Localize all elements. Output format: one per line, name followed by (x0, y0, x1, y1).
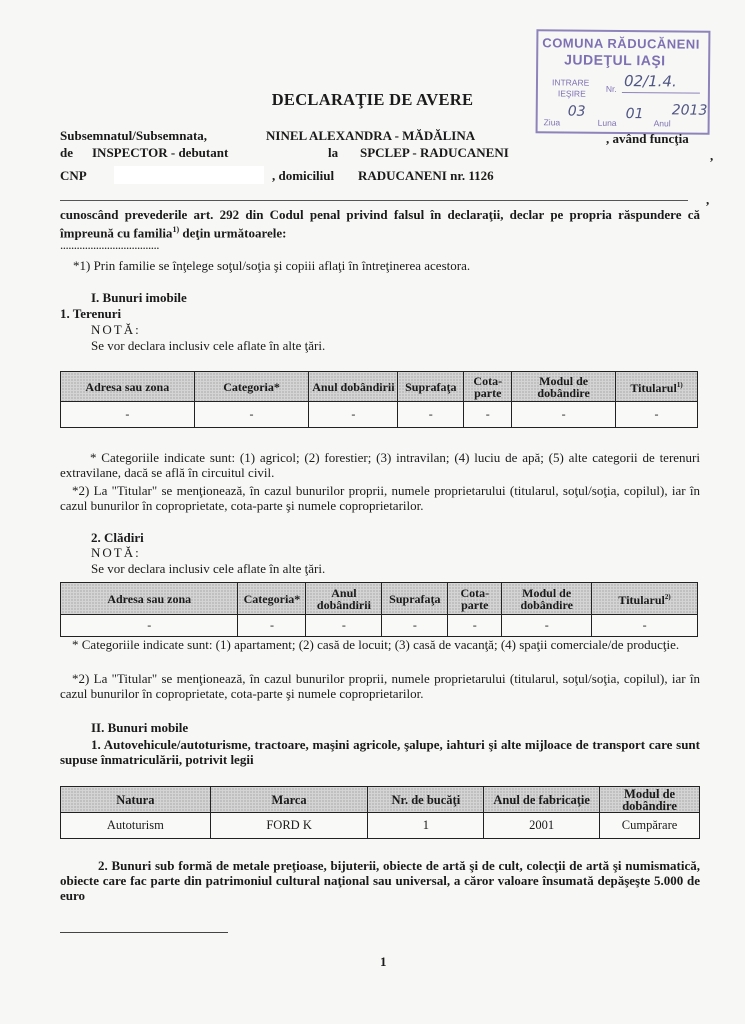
stamp-luna-value: 01 (625, 106, 644, 123)
terenuri-footnote-categorii: * Categoriile indicate sunt: (1) agricol; (2) forestier; (3) intravilan; (4) luciu de apă; (5) alte categorii de terenuri extravilane, dacă se află în circuitul civil. (60, 450, 700, 480)
intro-sup: 1) (172, 225, 180, 234)
col-marca: Marca (210, 787, 368, 813)
table-cell: - (616, 402, 698, 428)
autovehicule-title: 1. Autovehicule/autoturisme, tractoare, maşini agricole, şalupe, iahturi şi alte mijloace de transport care sunt supuse înmatriculării, potrivit legii (60, 737, 700, 767)
subsemnatul-label: Subsemnatul/Subsemnata, (60, 128, 208, 143)
domiciliul-value: RADUCANENI nr. 1126 (358, 168, 494, 183)
table-cell: FORD K (210, 813, 368, 839)
de-label: de (60, 145, 73, 160)
functia-label: , având funcţia (606, 131, 689, 146)
col-titular (616, 372, 698, 402)
intro-text-end: deţin următoarele: (179, 225, 287, 241)
table-cell: - (61, 615, 238, 637)
col-titular-label: Titularul (630, 381, 677, 395)
declarant-name: NINEL ALEXANDRA - MĂDĂLINA (266, 128, 476, 143)
footnote-separator (60, 932, 228, 933)
stamp-anul-label: Anul (653, 118, 671, 129)
stamp-nr-label: Nr. (605, 83, 617, 94)
col-modul: Modul de dobândire (502, 583, 592, 615)
cladiri-footnote-categorii: * Categoriile indicate sunt: (1) apartament; (2) casă de locuit; (3) casă de vacanţă; (4) spaţii comerciale/de producţie. (72, 637, 680, 652)
col-categoria: Categoria* (238, 583, 306, 615)
col-titular-sup: 1) (676, 381, 683, 389)
col-titular-sup: 2) (664, 593, 671, 601)
terenuri-title: 1. Terenuri (60, 306, 122, 321)
table-cell: - (309, 402, 398, 428)
cladiri-footnote-titular: *2) La "Titular" se menţionează, în cazul bunurilor proprii, numele proprietarului (titularul, soţul/soţia, copilul), iar în cazul bunurilor în coproprietate, cota-parte şi numele coproprietarilor. (60, 671, 700, 701)
stamp-nr-value: 02/1.4. (623, 72, 677, 91)
cnp-redaction (114, 166, 264, 184)
stamp-iesire-label: IEŞIRE (557, 88, 586, 99)
domiciliul-label: , domiciliul (272, 168, 335, 183)
table-cell: - (306, 615, 382, 637)
col-modul: Modul de dobândire (512, 372, 616, 402)
header-comma-2: , (706, 192, 710, 207)
col-natura: Natura (61, 787, 211, 813)
terenuri-nota: NOTĂ: (91, 322, 141, 337)
table-cell: 1 (368, 813, 484, 839)
table-header-row (61, 372, 698, 402)
stamp-ziua-label: Ziua (543, 117, 561, 128)
col-adresa: Adresa sau zona (61, 583, 238, 615)
stamp-luna-label: Luna (597, 117, 617, 128)
col-anul-fabricatie: Anul de fabricaţie (484, 787, 600, 813)
intro-paragraph (60, 207, 700, 240)
col-modul-dobandire: Modul de dobândire (600, 787, 700, 813)
stamp-ziua-value: 03 (567, 103, 586, 120)
intro-dots: .................................... (60, 237, 159, 252)
bunuri-pretioase-title: 2. Bunuri sub formă de metale preţioase, bijuterii, obiecte de artă şi de cult, colecţii de artă şi numismatică, obiecte care fac parte din patrimoniul cultural naţional sau universal, a căror valoare însumată depăşeşte 5.000 de euro (60, 858, 700, 903)
autovehicule-table (60, 786, 700, 839)
page-number: 1 (380, 954, 387, 969)
col-cota: Cota-parte (464, 372, 512, 402)
table-row (61, 813, 700, 839)
stamp-line1: COMUNA RĂDUCĂNENI (542, 35, 700, 52)
table-row (61, 402, 698, 428)
table-cell: - (398, 402, 464, 428)
registration-stamp (536, 29, 711, 135)
cladiri-nota: NOTĂ: (91, 545, 141, 560)
table-cell: Cumpărare (600, 813, 700, 839)
functia-value: INSPECTOR - debutant (92, 145, 229, 160)
col-suprafata: Suprafaţa (398, 372, 464, 402)
terenuri-footnote-titular: *2) La "Titular" se menţionează, în cazul bunurilor proprii, numele proprietarului (titularul, soţul/soţia, copilul), iar în cazul bunurilor în coproprietate, cota-parte şi numele coproprietarilor. (60, 483, 700, 513)
col-titular (592, 583, 698, 615)
header-comma: , (710, 148, 714, 163)
family-footnote: *1) Prin familie se înţelege soţul/soţia şi copiii aflaţi în întreţinerea acestora. (73, 258, 471, 273)
section1-title: I. Bunuri imobile (91, 290, 187, 305)
table-cell: - (448, 615, 502, 637)
col-nr-bucati: Nr. de bucăţi (368, 787, 484, 813)
table-row (61, 615, 698, 637)
intro-text: cunoscând prevederile art. 292 din Codul penal privind falsul în declaraţii, declar pe propria răspundere că împreună cu familia (60, 207, 700, 241)
cnp-label: CNP (60, 168, 87, 183)
document-title: DECLARAŢIE DE AVERE (271, 90, 474, 109)
table-cell: - (464, 402, 512, 428)
table-cell: 2001 (484, 813, 600, 839)
table-header-row (61, 583, 698, 615)
table-cell: Autoturism (61, 813, 211, 839)
table-cell: - (194, 402, 309, 428)
table-cell: - (382, 615, 448, 637)
table-cell: - (502, 615, 592, 637)
col-cota: Cota-parte (448, 583, 502, 615)
stamp-anul-value: 2013 (671, 102, 708, 119)
header-separator (60, 200, 688, 201)
cladiri-nota-text: Se vor declara inclusiv cele aflate în alte ţări. (91, 561, 326, 576)
la-label: la (328, 145, 339, 160)
cladiri-table (60, 582, 698, 637)
section2-title: II. Bunuri mobile (91, 720, 189, 735)
table-cell: - (512, 402, 616, 428)
table-cell: - (592, 615, 698, 637)
table-header-row (61, 787, 700, 813)
terenuri-nota-text: Se vor declara inclusiv cele aflate în alte ţări. (91, 338, 326, 353)
col-adresa: Adresa sau zona (61, 372, 195, 402)
col-suprafata: Suprafaţa (382, 583, 448, 615)
col-titular-label: Titularul (618, 593, 665, 607)
table-cell: - (238, 615, 306, 637)
cladiri-title: 2. Clădiri (91, 530, 144, 545)
col-anul: Anul dobândirii (309, 372, 398, 402)
stamp-line2: JUDEŢUL IAŞI (564, 51, 666, 69)
institutia-value: SPCLEP - RADUCANENI (360, 145, 509, 160)
stamp-intrare-label: INTRARE (551, 77, 590, 88)
table-cell: - (61, 402, 195, 428)
terenuri-table (60, 371, 698, 428)
col-categoria: Categoria* (194, 372, 309, 402)
col-anul: Anul dobândirii (306, 583, 382, 615)
